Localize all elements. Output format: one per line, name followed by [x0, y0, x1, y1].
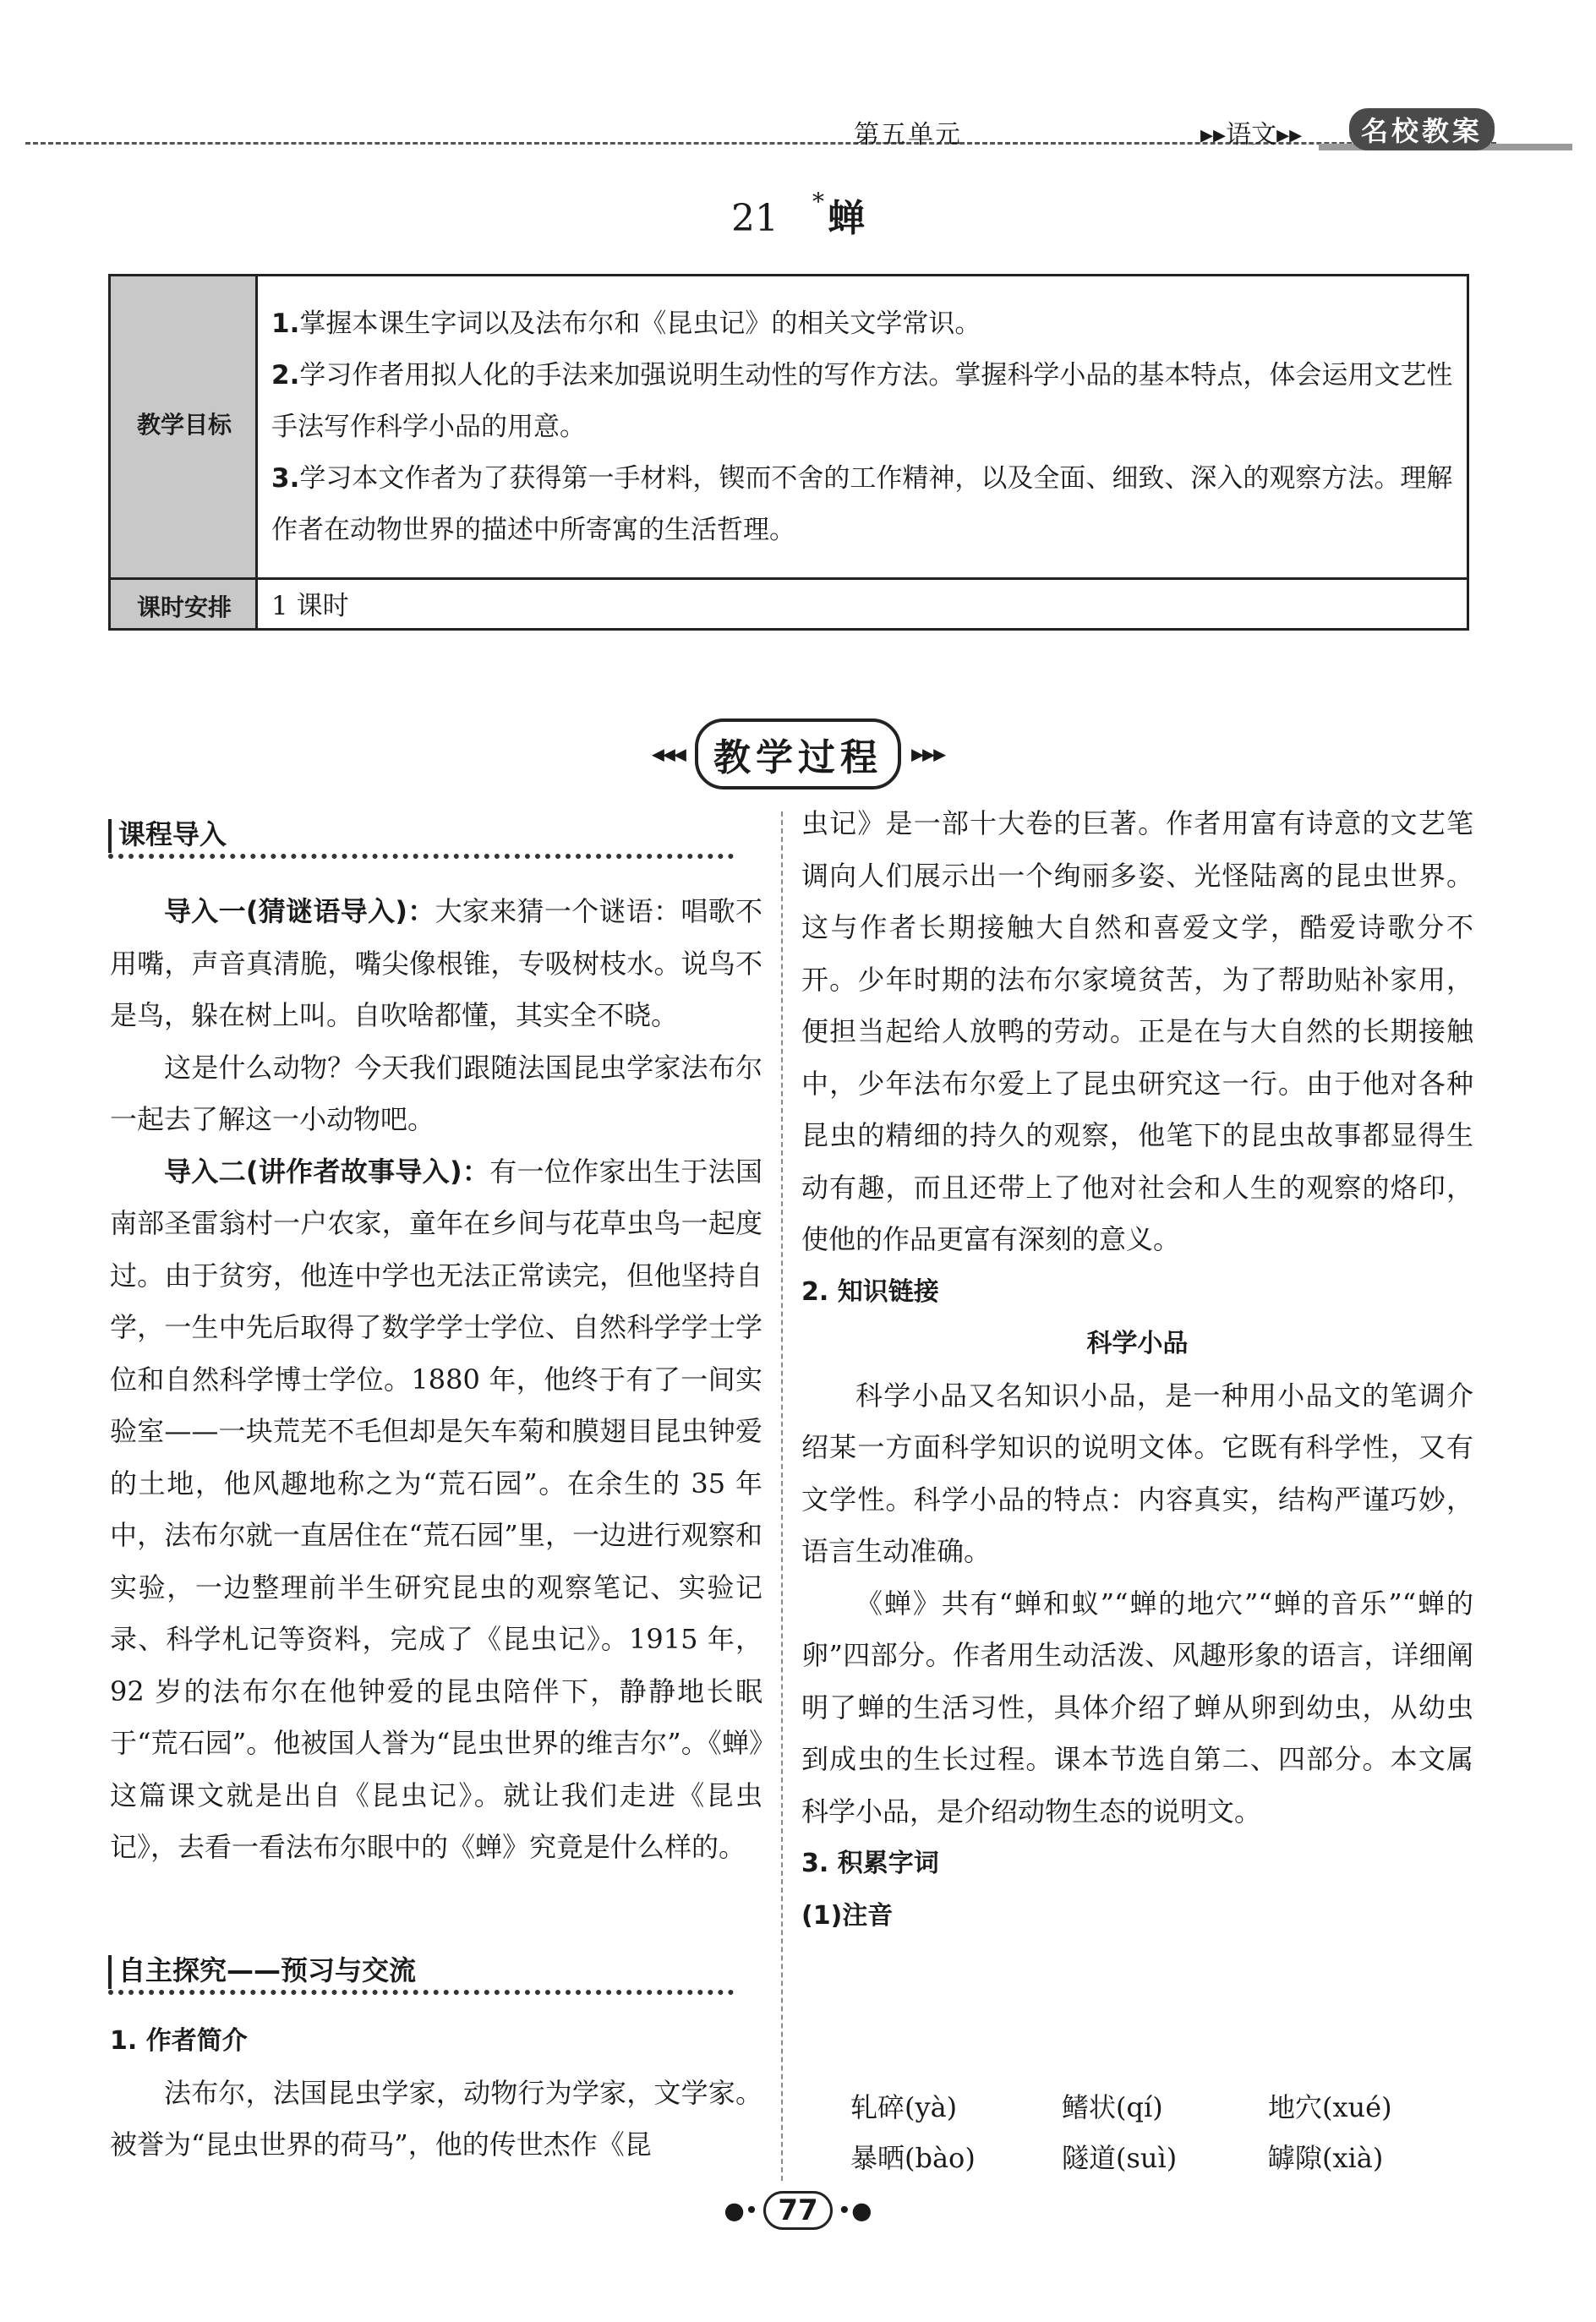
pinyin-item: 隧道(suì)	[1062, 2142, 1178, 2174]
section-heading-intro: 课程导入	[108, 813, 227, 853]
lesson-name: 蝉	[828, 197, 865, 240]
goals-list	[271, 298, 1455, 556]
pinyin-item: 暴晒(bào)	[850, 2142, 976, 2174]
section-heading-self-study: 自主探究——预习与交流	[108, 1949, 416, 1989]
intro-one-followup: 这是什么动物？今天我们跟随法国昆虫学家法布尔一起去了解这一小动物吧。	[110, 1051, 762, 1135]
schedule-label: 课时安排	[136, 593, 232, 621]
science-essay-title: 科学小品	[1086, 1329, 1189, 1358]
goals-label: 教学目标	[136, 411, 232, 439]
knowledge-link-heading: 2. 知识链接	[801, 1276, 939, 1307]
process-banner	[0, 718, 1596, 789]
author-heading: 1. 作者简介	[110, 2026, 248, 2056]
goal-item: 2.学习作者用拟人化的手法来加强说明生动性的写作方法。掌握科学小品的基本特点，体会运用文艺性手法写作科学小品的用意。	[271, 360, 1453, 442]
self-study-mark: *	[812, 188, 824, 216]
left-column-text	[110, 886, 762, 1874]
objectives-table	[108, 274, 1469, 631]
heading-bar-icon	[108, 819, 112, 853]
science-essay-paragraph: 科学小品又名知识小品，是一种用小品文的笔调介绍某一方面科学知识的说明文体。它既有科学性，又有文学性。科学小品的特点：内容真实，结构严谨巧妙，语言生动准确。	[801, 1379, 1473, 1567]
column-divider	[781, 811, 783, 2181]
heading-bar-icon	[108, 1955, 112, 1989]
lesson-title	[0, 188, 1596, 242]
schedule-value: 1 课时	[271, 591, 349, 621]
right-column-text	[801, 798, 1473, 1942]
pinyin-item: 鳍状(qí)	[1062, 2091, 1163, 2123]
lesson-number: 21	[731, 197, 779, 240]
pinyin-heading: (1)注音	[801, 1900, 894, 1931]
subject-label: ▸▸语文▸▸	[1200, 120, 1303, 150]
intro-two-paragraph: 导入二(讲作者故事导入)：有一位作家出生于法国南部圣雷翁村一户农家，童年在乡间与花草虫鸟一起度过。由于贫穷，他连中学也无法正常读完，但他坚持自学，一生中先后取得了数学学士学位、自然科学学士学位和自然科学博士学位。1880 年，他终于有了一间实验室——一块荒芜不毛但却是矢车菊和膜翅目昆虫钟爱的土地，他风趣地称之为“荒石园”。在余生的 35 年中，法布尔就一直居住在“荒石园”里，一边进行观察和实验，一边整理前半生研究昆虫的观察笔记、实验记录、科学札记等资料，完成了《昆虫记》。1915 年，92 岁的法布尔在他钟爱的昆虫陪伴下，静静地长眠于“荒石园”。他被国人誉为“昆虫世界的维吉尔”。《蝉》这篇课文就是出自《昆虫记》。就让我们走进《昆虫记》，去看一看法布尔眼中的《蝉》究竟是什么样的。	[110, 1155, 762, 1863]
page-number: ●• 77 •●	[0, 2191, 1596, 2230]
pinyin-item: 轧碎(yà)	[850, 2091, 958, 2123]
author-section	[110, 2015, 762, 2172]
cicada-summary-paragraph: 《蝉》共有“蝉和蚁”“蝉的地穴”“蝉的音乐”“蝉的卵”四部分。作者用生动活泼、风趣形象的语言，详细阐明了蝉的生活习性，具体介绍了蝉从卵到幼虫，从幼虫到成虫的生长过程。课本节选自第二、四部分。本文属科学小品，是介绍动物生态的说明文。	[801, 1587, 1473, 1828]
pinyin-item: 地穴(xué)	[1268, 2091, 1392, 2123]
pinyin-item: 罅隙(xià)	[1268, 2142, 1384, 2174]
heading-underline	[108, 1990, 734, 1995]
dots-right-icon: •●	[837, 2196, 872, 2225]
goal-item: 1.掌握本课生字词以及法布尔和《昆虫记》的相关文学常识。	[271, 309, 981, 339]
heading-underline	[108, 854, 734, 859]
right-arrows-icon: ▸▸▸	[911, 739, 945, 769]
dots-left-icon: ●•	[724, 2196, 759, 2225]
process-title: 教学过程	[695, 718, 901, 789]
vocabulary-heading: 3. 积累字词	[801, 1849, 939, 1878]
goal-item: 3.学习本文作者为了获得第一手材料，锲而不舍的工作精神，以及全面、细致、深入的观察方法。理解作者在动物世界的描述中所寄寓的生活哲理。	[271, 463, 1453, 545]
table-header-column	[111, 276, 258, 628]
intro-one-paragraph: 导入一(猜谜语导入)：大家来猜一个谜语：唱歌不用嘴，声音真清脆，嘴尖像根锥，专吸树枝水。说鸟不是鸟，躲在树上叫。自吹啥都懂，其实全不晓。	[110, 895, 762, 1031]
table-row-divider	[111, 577, 1467, 580]
brand-logo: 名校教案	[1349, 108, 1495, 150]
author-paragraph: 法布尔，法国昆虫学家，动物行为学家，文学家。被誉为“昆虫世界的荷马”，他的传世杰作《昆	[110, 2076, 762, 2161]
author-paragraph-continued: 虫记》是一部十大卷的巨著。作者用富有诗意的文艺笔调向人们展示出一个绚丽多姿、光怪陆离的昆虫世界。这与作者长期接触大自然和喜爱文学，酷爱诗歌分不开。少年时期的法布尔家境贫苦，为了帮助贴补家用，便担当起给人放鸭的劳动。正是在与大自然的长期接触中，少年法布尔爱上了昆虫研究这一行。由于他对各种昆虫的精细的持久的观察，他笔下的昆虫故事都显得生动有趣，而且还带上了他对社会和人生的观察的烙印，使他的作品更富有深刻的意义。	[801, 807, 1473, 1255]
left-arrows-icon: ◂◂◂	[651, 739, 685, 769]
unit-label: 第五单元	[854, 120, 962, 150]
